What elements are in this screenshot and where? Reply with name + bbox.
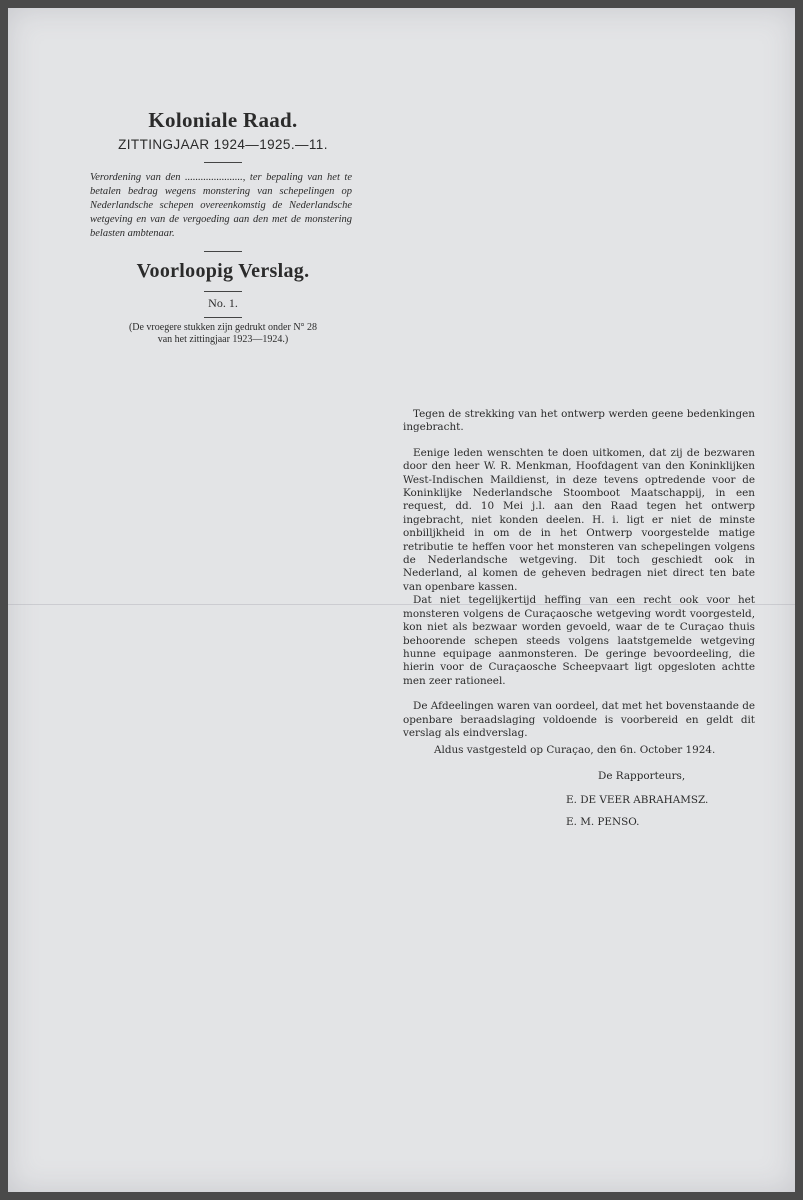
- document-number: No. 1.: [208, 296, 238, 310]
- adoption-line: Aldus vastgesteld op Curaçao, den 6n. October 1924.: [434, 744, 716, 756]
- document-header: [88, 108, 358, 346]
- earlier-documents-line: (De vroegere stukken zijn gedrukt onder N° 28: [128, 322, 318, 333]
- paragraph: Tegen de strekking van het ontwerp werden geene bedenkingen ingebracht.: [403, 408, 755, 434]
- rapporteurs-label: De Rapporteurs,: [598, 770, 686, 782]
- divider: [204, 317, 242, 318]
- divider: [204, 291, 242, 292]
- paragraph: De Afdeelingen waren van oordeel, dat met het bovenstaande de openbare beraadslaging voldoende is voorbereid en geldt dit verslag als eindverslag.: [403, 700, 755, 739]
- report-title: Voorloopig Verslag.: [136, 260, 310, 282]
- rapporteur-name: E. DE VEER ABRAHAMSZ.: [566, 794, 709, 806]
- earlier-documents-note: [88, 322, 358, 346]
- rapporteur-name: E. M. PENSO.: [566, 816, 640, 828]
- session-year: ZITTINGJAAR 1924—1925.—11.: [118, 137, 328, 152]
- report-body: [403, 408, 755, 740]
- document-page: [8, 8, 795, 1192]
- divider: [204, 162, 242, 163]
- paragraph: Eenige leden wenschten te doen uitkomen, dat zij de bezwaren door den heer W. R. Menkman, Hoofdagent van den Koninklijken West-Indischen Maildienst, in deze tevens optredende voor de Koninklijke Nederlandsche Stoomboot Maatschappij, in een request, dd. 10 Mei j.l. aan den Raad tegen het ontwerp ingebracht, niet konden deelen. H. i. ligt er niet de minste onbilljkheid in om de in het Ontwerp voorgestelde matige retributie te heffen voor het monsteren van schepelingen volgens de Nederlandsche wetgeving. Dit toch geschiedt ook in Nederland, al komen de geheven bedragen niet direct ten bate van openbare kassen.: [403, 446, 755, 593]
- divider: [204, 251, 242, 252]
- council-title: Koloniale Raad.: [148, 108, 298, 132]
- earlier-documents-line: van het zittingjaar 1923—1924.): [157, 334, 289, 345]
- ordinance-description: Verordening van den ......................, ter bepaling van het te betalen bedrag wegens monstering van schepelingen op Nederlandsche schepen overeenkomstig de Nederlandsche wetgeving en van de vergoeding aan den met de monstering belasten ambtenaar.: [90, 172, 352, 239]
- paragraph: Dat niet tegelijkertijd heffing van een recht ook voor het monsteren volgens de Curaçaosche wetgeving wordt voorgesteld, kon niet als bezwaar worden gevoeld, waar de te Curaçao thuis behoorende schepen steeds volgens laatstgemelde wetgeving hunne equipage aanmonsteren. De geringe bevoordeeling, die hierin voor de Curaçaosche Scheepvaart ligt opgesloten achtte men zeer rationeel.: [403, 594, 755, 687]
